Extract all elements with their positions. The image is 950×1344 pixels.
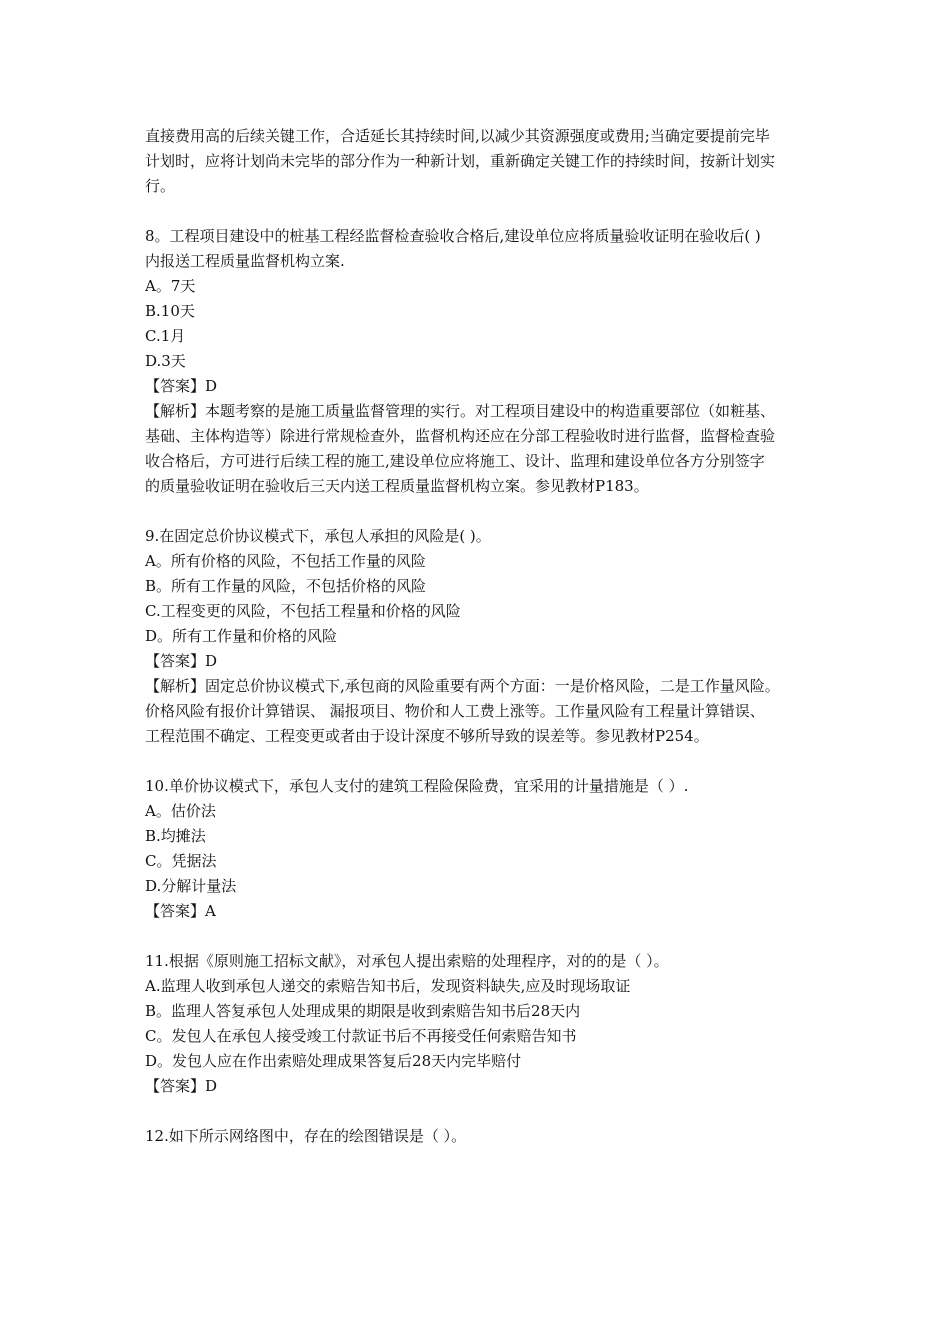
question-option: C.1月 [145, 327, 186, 345]
question-answer: 【答案】D [145, 652, 218, 670]
question-option: C。凭据法 [145, 852, 217, 870]
question-option: D。所有工作量和价格的风险 [145, 627, 338, 645]
question-answer: 【答案】A [145, 902, 216, 920]
question-option: A。7天 [145, 277, 196, 295]
question-stem: 11.根据《原则施工招标文献》，对承包人提出索赔的处理程序，对的的是（ ）。 [145, 952, 669, 970]
question-option: A。估价法 [145, 802, 216, 820]
spacer [145, 499, 875, 524]
spacer [145, 749, 875, 774]
question-option: D。发包人应在作出索赔处理成果答复后28天内完毕赔付 [145, 1052, 522, 1070]
question-stem: 内报送工程质量监督机构立案. [145, 252, 345, 270]
question-11 [145, 949, 875, 1099]
question-9 [145, 524, 875, 749]
question-answer: 【答案】D [145, 377, 218, 395]
question-10 [145, 774, 875, 924]
question-option: A。所有价格的风险，不包括工作量的风险 [145, 552, 426, 570]
question-option: D.分解计量法 [145, 877, 237, 895]
question-answer: 【答案】D [145, 1077, 218, 1095]
question-analysis: 的质量验收证明在验收后三天内送工程质量监督机构立案。参见教材P183。 [145, 477, 649, 495]
intro-line: 行。 [145, 177, 176, 195]
question-option: B。所有工作量的风险，不包括价格的风险 [145, 577, 427, 595]
question-option: B.10天 [145, 302, 195, 320]
question-option: C。发包人在承包人接受竣工付款证书后不再接受任何索赔告知书 [145, 1027, 577, 1045]
question-analysis: 工程范围不确定、工程变更或者由于设计深度不够所导致的误差等。参见教材P254。 [145, 727, 709, 745]
question-analysis: 收合格后，方可进行后续工程的施工,建设单位应将施工、设计、监理和建设单位各方分别签字 [145, 452, 765, 470]
question-stem: 10.单价协议模式下，承包人支付的建筑工程险保险费，宜采用的计量措施是（ ）. [145, 777, 689, 795]
question-option: B.均摊法 [145, 827, 206, 845]
question-analysis: 价格风险有报价计算错误、 漏报项目、物价和人工费上涨等。工作量风险有工程量计算错误、 [145, 702, 765, 720]
question-option: A.监理人收到承包人递交的索赔告知书后，发现资料缺失,应及时现场取证 [145, 977, 631, 995]
spacer [145, 199, 875, 224]
intro-paragraph [145, 124, 875, 199]
question-option: C.工程变更的风险，不包括工程量和价格的风险 [145, 602, 461, 620]
question-8 [145, 224, 875, 499]
question-analysis: 【解析】本题考察的是施工质量监督管理的实行。对工程项目建设中的构造重要部位（如粧基、 [145, 402, 776, 420]
spacer [145, 1099, 875, 1124]
intro-line: 计划时，应将计划尚未完毕的部分作为一种新计划，重新确定关键工作的持续时间，按新计划实 [145, 152, 776, 170]
question-12 [145, 1124, 875, 1149]
question-option: D.3天 [145, 352, 186, 370]
question-stem: 9.在固定总价协议模式下，承包人承担的风险是( )。 [145, 527, 491, 545]
spacer [145, 924, 875, 949]
document-page [145, 124, 875, 1149]
question-analysis: 【解析】固定总价协议模式下,承包商的风险重要有两个方面：一是价格风险，二是工作量风险。 [145, 677, 780, 695]
question-stem: 8。工程项目建设中的桩基工程经监督检查验收合格后,建设单位应将质量验收证明在验收后( ) [145, 227, 761, 245]
question-stem: 12.如下所示网络图中，存在的绘图错误是（ ）。 [145, 1127, 467, 1145]
intro-line: 直接费用高的后续关键工作，合适延长其持续时间,以减少其资源强度或费用;当确定要提前完毕 [145, 127, 770, 145]
question-analysis: 基础、主体构造等）除进行常规检查外，监督机构还应在分部工程验收时进行监督，监督检查验 [145, 427, 776, 445]
question-option: B。监理人答复承包人处理成果的期限是收到索赔告知书后28天内 [145, 1002, 581, 1020]
